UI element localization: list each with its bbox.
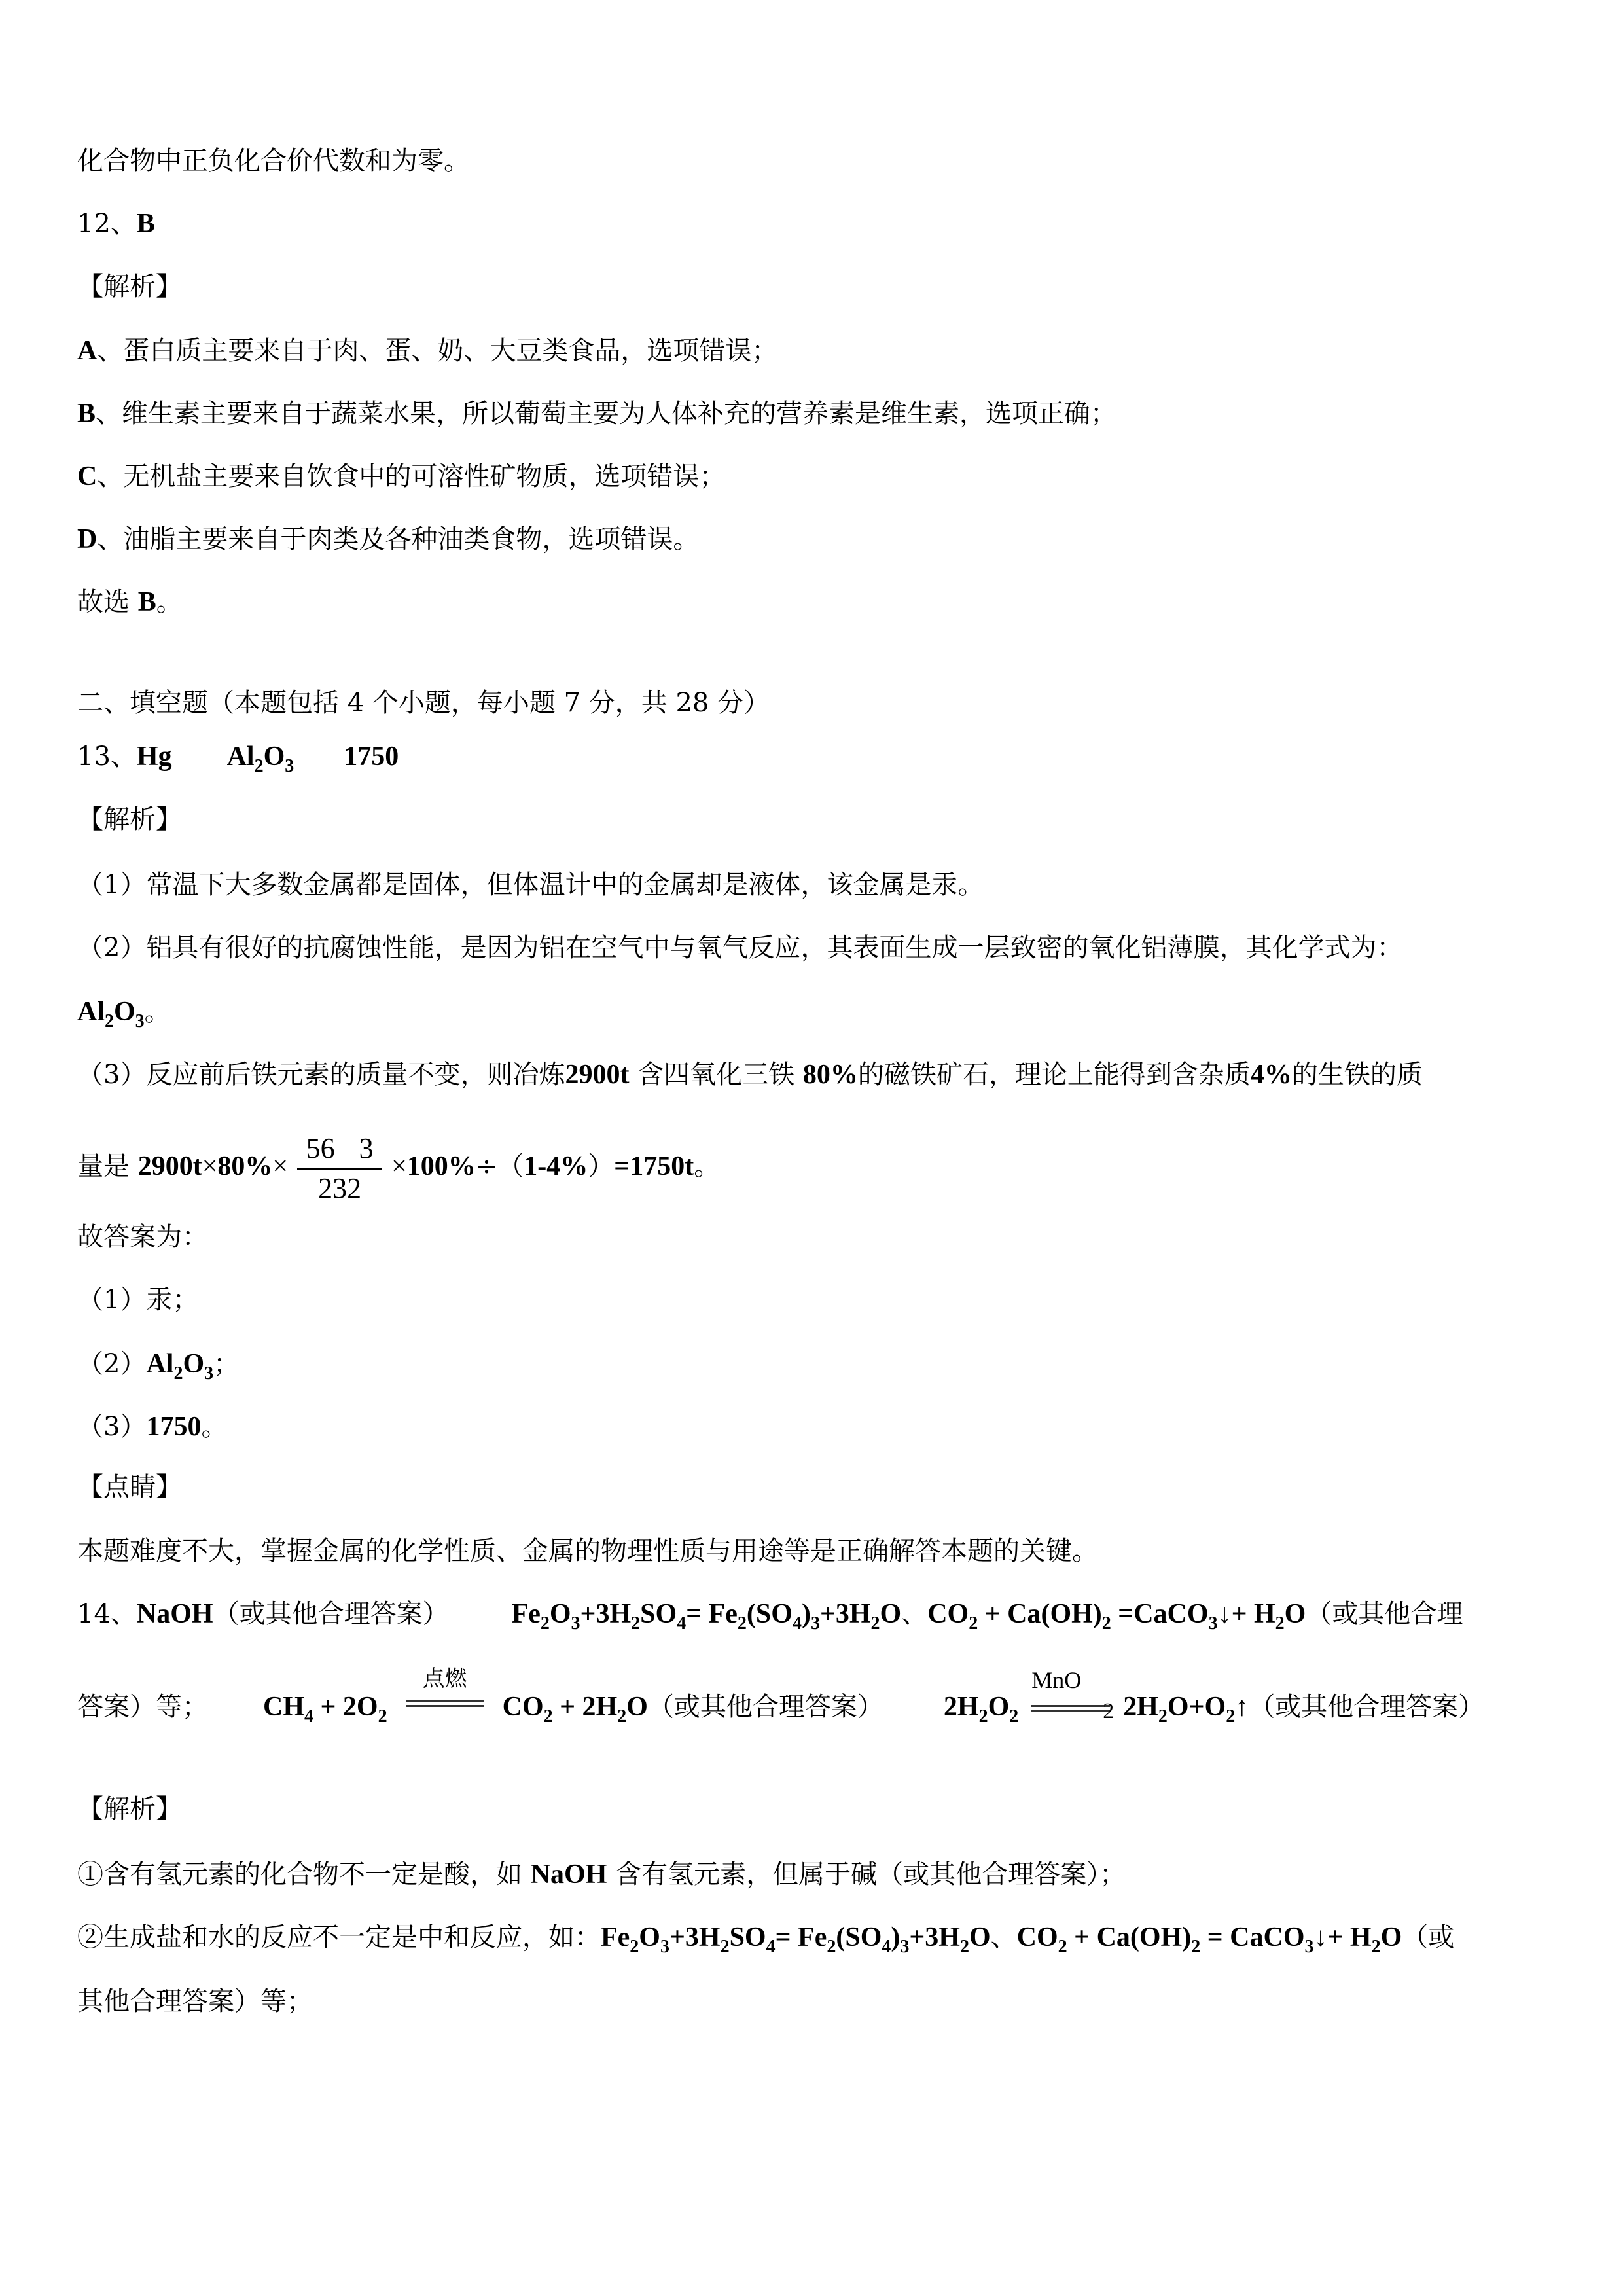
q14-answer-line-1: 14、NaOH（或其他合理答案） $Fe_2O_3+3H_2SO_4= Fe_2(SO_4)_3+3H_2O$、$CO_2 + Ca(OH)_2$ =CaCO$_3$↓+ $H_2O$（或其他合理: [77, 1599, 1463, 1634]
reaction-condition-ignite: 点燃: [406, 1691, 484, 1727]
q13-answer-line: [77, 738, 399, 775]
option-text: 、维生素主要来自于蔬菜水果，所以葡萄主要为人体补充的营养素是维生素，选项正确；: [96, 399, 1117, 429]
fraction-denominator: 232: [318, 1172, 362, 1204]
q12-option-b: [77, 395, 1116, 432]
equation-h2o2-products: $2H_2O+O_2↑$: [1123, 1692, 1249, 1727]
q12-analysis-heading: 【解析】: [77, 272, 182, 302]
q13-analysis-heading: 【解析】: [77, 804, 182, 834]
q14-point-1: ①含有氢元素的化合物不一定是酸，如 NaOH 含有氢元素，但属于碱（或其他合理答案）；: [77, 1859, 1126, 1890]
q12-option-a: [77, 332, 777, 369]
option-text: 、无机盐主要来自饮食中的可溶性矿物质，选项错误；: [97, 461, 726, 492]
q13-number: 13、: [77, 742, 137, 772]
q14-point-2: ②生成盐和水的反应不一定是中和反应，如：$Fe_2O_3+3H_2SO_4= Fe_2(SO_4)_3+3H_2O$、$CO_2 + Ca(OH)_2$ = CaCO$_3$↓+ $H_2O$（或: [77, 1922, 1455, 1957]
q13-answer-3: 1750: [344, 742, 399, 772]
q13-para-2: （2）铝具有很好的抗腐蚀性能，是因为铝在空气中与氧气反应，其表面生成一层致密的氧化铝薄膜，其化学式为：: [77, 933, 1403, 963]
q12-conclusion: [77, 584, 183, 620]
option-letter: B: [77, 399, 96, 429]
equation-co2-caoh2: $CO_2 + Ca(OH)_2$ =CaCO$_3$↓+ $H_2O$: [927, 1599, 1306, 1634]
equation-ch4-combustion-products: $CO_2 + 2H_2O$: [502, 1692, 648, 1727]
option-letter: A: [77, 336, 98, 366]
equation-ch4-combustion-reactants: $CH_4 + 2O_2$: [263, 1692, 387, 1727]
q12-option-c: [77, 458, 725, 495]
q13-para-2-formula: $Al_2O_3$。: [77, 997, 171, 1031]
q12-answer-line: [77, 206, 155, 242]
q14-answer-line-2: 答案）等； $CH_4 + 2O_2$ 点燃 $CO_2 + 2H_2O$（或其他合理答案） $2H_2O_2$ MnO 2 $2H_2O+O_2↑$（或其他合理答案）: [77, 1666, 1485, 1727]
conclusion-prefix: 故选: [77, 587, 138, 617]
carry-over-text: 化合物中正负化合价代数和为零。: [77, 146, 470, 176]
section-2-title: 二、填空题（本题包括 4 个小题，每小题 7 分，共 28 分）: [77, 688, 770, 718]
option-letter: C: [77, 461, 98, 492]
q12-number: 12、: [77, 209, 137, 239]
q13-final-2: $(2)Al_2O_3$；: [77, 1349, 240, 1384]
q14-point-2-cont: 其他合理答案）等；: [77, 1986, 313, 2017]
q13-calculation: 量是 2900t×80%× $\frac{56 3}{232}$ ×100%÷（1-4%）=1750t。: [77, 1127, 720, 1206]
fraction: [297, 1131, 382, 1206]
q13-para-1: （1）常温下大多数金属都是固体，但体温计中的金属却是液体，该金属是汞。: [77, 870, 984, 900]
q12-option-d: [77, 521, 699, 558]
q13-final-3: （3）1750。: [77, 1412, 228, 1442]
option-text: 、油脂主要来自于肉类及各种油类食物，选项错误。: [97, 524, 700, 554]
fraction-numerator: 56 3: [306, 1132, 374, 1164]
q13-comment: 本题难度不大，掌握金属的化学性质、金属的物理性质与用途等是正确解答本题的关键。: [77, 1536, 1098, 1566]
reaction-condition-mno2: MnO 2: [1031, 1667, 1115, 1723]
q13-para-3: （3）反应前后铁元素的质量不变，则冶炼2900t 含四氧化三铁 80%的磁铁矿石，理论上能得到含杂质4%的生铁的质: [77, 1060, 1423, 1090]
q13-answer-intro: 故答案为：: [77, 1222, 208, 1252]
equation-fe2o3-h2so4: $Fe_2O_3+3H_2SO_4= Fe_2(SO_4)_3+3H_2O$: [511, 1599, 902, 1634]
q14-analysis-heading: 【解析】: [77, 1794, 182, 1824]
conclusion-suffix: 。: [156, 587, 183, 617]
q13-answer-2: $Al_2O_3$: [226, 742, 294, 776]
q13-comment-heading: 【点睛】: [77, 1472, 182, 1502]
fraction-bar: [297, 1168, 382, 1170]
option-letter: D: [77, 524, 98, 554]
q13-final-1: （1）汞；: [77, 1285, 199, 1315]
q13-answer-1: Hg: [136, 742, 172, 772]
conclusion-answer: B: [137, 587, 156, 617]
equation-h2o2-reactant: $2H_2O_2$: [943, 1692, 1019, 1727]
option-text: 、蛋白质主要来自于肉、蛋、奶、大豆类食品，选项错误；: [97, 336, 778, 366]
q12-answer: B: [136, 209, 155, 239]
